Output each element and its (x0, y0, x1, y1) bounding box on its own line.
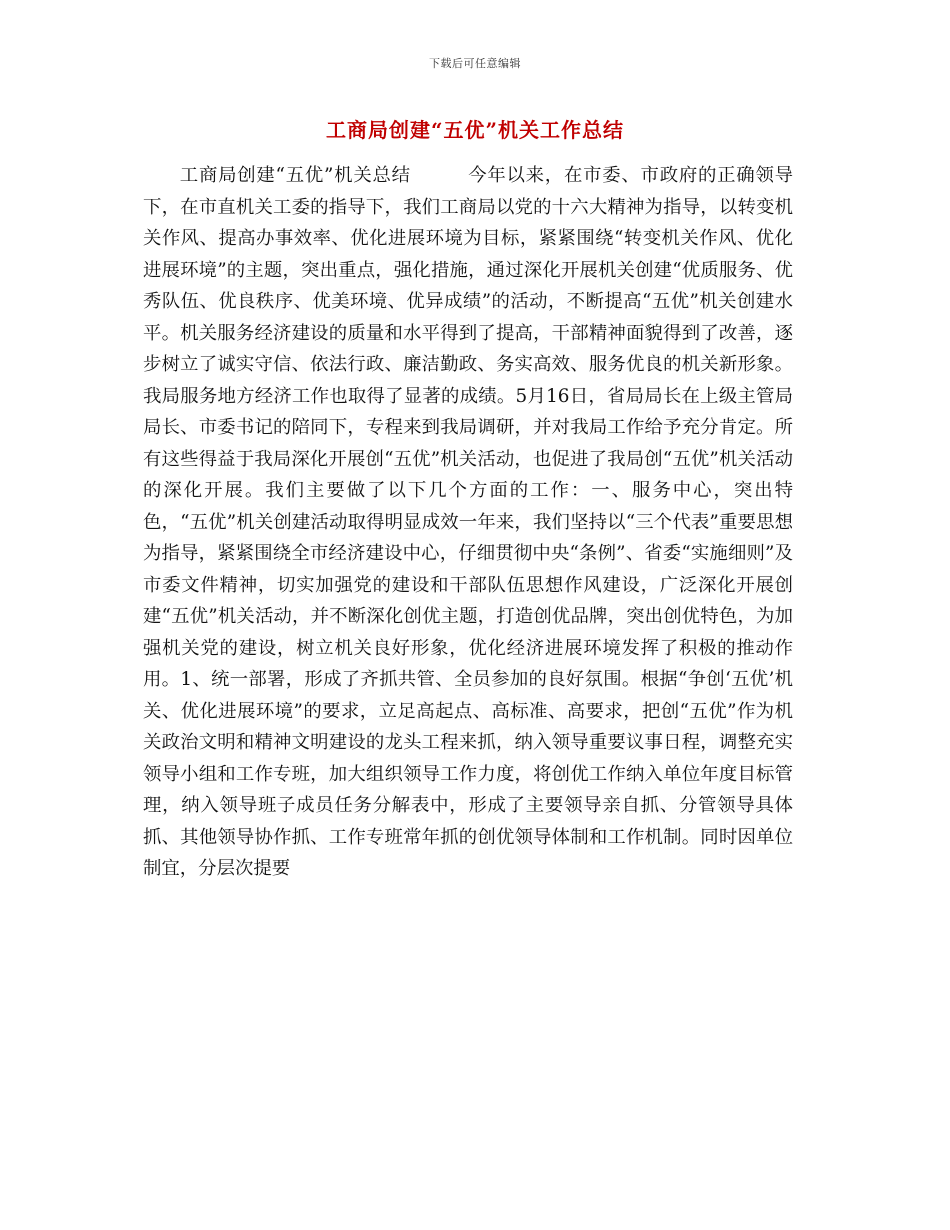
page-header-note: 下载后可任意编辑 (429, 57, 521, 70)
document-title: 工商局创建“五优”机关工作总结 (325, 118, 624, 142)
document-body-paragraph: 工商局创建“五优”机关总结 今年以来，在市委、市政府的正确领导下，在市直机关工委的指导下，我们工商局以党的十六大精神为指导，以转变机关作风、提高办事效率、优化进展环境为目标，紧紧围绕“转变机关作风、优化进展环境”的主题，突出重点，强化措施，通过深化开展机关创建“优质服务、优秀队伍、优良秩序、优美环境、优异成绩”的活动，不断提高“五优”机关创建水平。机关服务经济建设的质量和水平得到了提高，干部精神面貌得到了改善，逐步树立了诚实守信、依法行政、廉洁勤政、务实高效、服务优良的机关新形象。我局服务地方经济工作也取得了显著的成绩。5月16日，省局局长在上级主管局局长、市委书记的陪同下，专程来到我局调研，并对我局工作给予充分肯定。所有这些得益于我局深化开展创“五优”机关活动，也促进了我局创“五优”机关活动的深化开展。我们主要做了以下几个方面的工作：一、服务中心，突出特色，“五优”机关创建活动取得明显成效一年来，我们坚持以“三个代表”重要思想为指导，紧紧围绕全市经济建设中心，仔细贯彻中央“条例”、省委“实施细则”及市委文件精神，切实加强党的建设和干部队伍思想作风建设，广泛深化开展创建“五优”机关活动，并不断深化创优主题，打造创优品牌，突出创优特色，为加强机关党的建设，树立机关良好形象，优化经济进展环境发挥了积极的推动作用。1、统一部署，形成了齐抓共管、全员参加的良好氛围。根据“争创‘五优’机关、优化进展环境”的要求，立足高起点、高标准、高要求，把创“五优”作为机关政治文明和精神文明建设的龙头工程来抓，纳入领导重要议事日程，调整充实领导小组和工作专班，加大组织领导工作力度，将创优工作纳入单位年度目标管理，纳入领导班子成员任务分解表中，形成了主要领导亲自抓、分管领导具体抓、其他领导协作抓、工作专班常年抓的创优领导体制和工作机制。同时因单位制宜，分层次提要 (143, 165, 793, 879)
